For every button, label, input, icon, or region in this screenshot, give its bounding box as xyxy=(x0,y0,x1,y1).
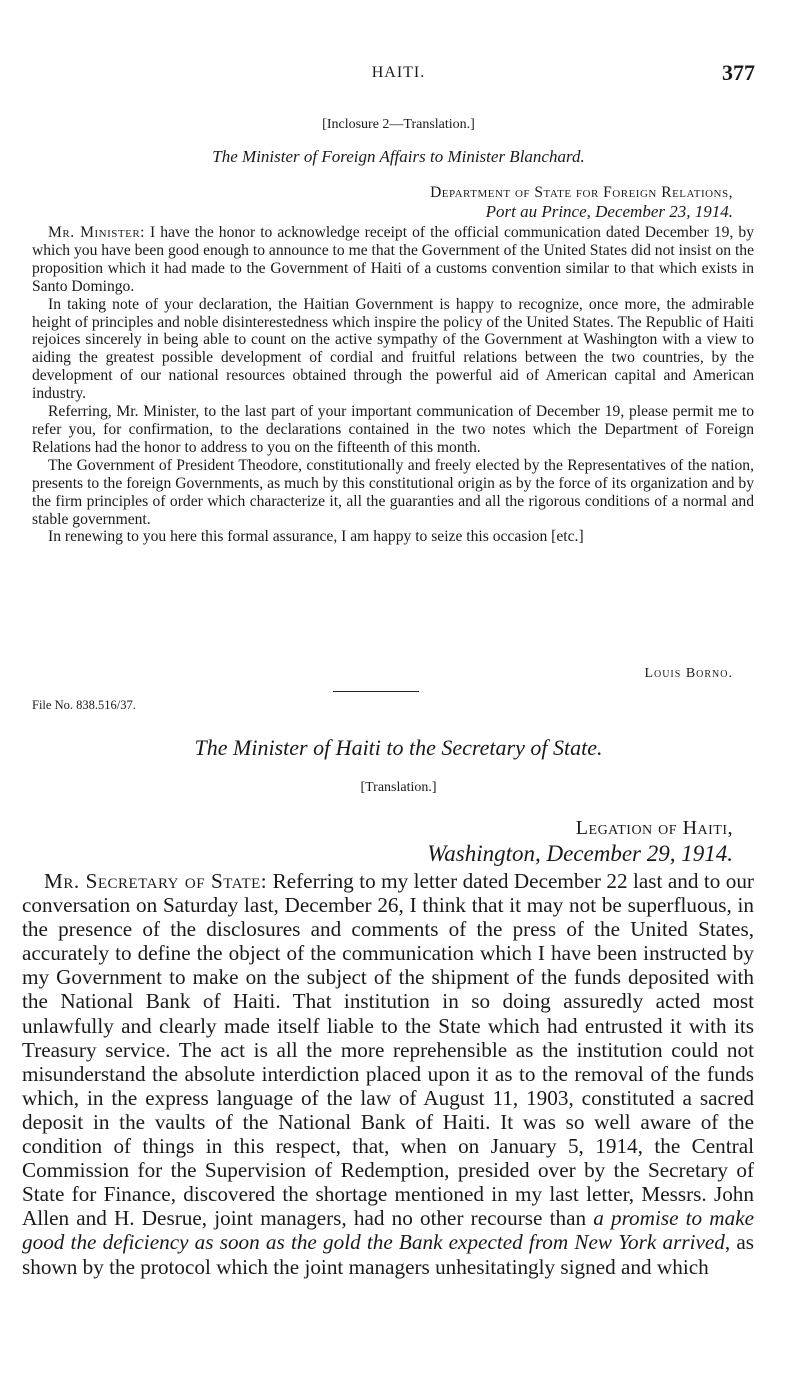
letter1-paragraph: In renewing to you here this formal assurance, I am happy to seize this occasion [etc.] xyxy=(48,528,584,546)
letter2-italic-quote: a promise to make good the deficiency as soon as the gold the Bank expected from New York arrived xyxy=(22,1206,755,1255)
letter2-dateline: Washington, December 29, 1914. xyxy=(427,841,733,866)
page-number: 377 xyxy=(722,60,755,85)
letter1-salutation: Mr. Minister: xyxy=(48,224,145,241)
section-divider xyxy=(333,691,419,692)
letter2-heading: The Minister of Haiti to the Secretary of State. xyxy=(194,735,603,760)
running-title: HAITI. xyxy=(371,64,426,81)
letter1-paragraph: Referring, Mr. Minister, to the last part of your important communication of December 19, please permit me to refer you, for confirmation, to the declarations contained in the two notes which the Department of Foreign Relations had the honor to address to you on the fifteenth of this month. xyxy=(32,403,754,456)
letter1-paragraph: Mr. Minister: I have the honor to acknowledge receipt of the official communication dated December 19, by which you have been good enough to announce to me that the Government of the United States did not insist on the proposition which it had made to the Government of Haiti of a customs convention similar to that which exists in Santo Domingo. xyxy=(32,224,754,295)
inclosure-label: [Inclosure 2—Translation.] xyxy=(322,117,475,132)
legation-line: Legation of Haiti, xyxy=(575,817,733,839)
letter1-paragraph: In taking note of your declaration, the Haitian Government is happy to recognize, once more, the admirable height of principles and noble disinterestedness which inspire the policy of the United States. The Republic of Haiti rejoices sincerely in being able to count on the active sympathy of the Government at Washington with a view to aiding the greatest possible development of cordial and fruitful relations between the two countries, by the development of our national resources obtained through the powerful aid of American capital and American industry. xyxy=(32,295,754,403)
letter1-dateline: Port au Prince, December 23, 1914. xyxy=(485,202,733,221)
translation-label: [Translation.] xyxy=(360,780,437,795)
department-line: Department of State for Foreign Relations, xyxy=(430,184,733,201)
letter1-signature: Louis Borno. xyxy=(644,666,733,681)
letter2-paragraph: Mr. Secretary of State: Referring to my letter dated December 22 last and to our conversation on Saturday last, December 26, I think that it may not be superfluous, in the presence of the disclosures and comments of the press of the United States, accurately to define the object of the communication which I have been instructed by my Government to make on the subject of the shipment of the funds deposited with the National Bank of Haiti. That institution in so doing assuredly acted most unlawfully and clearly made itself liable to the State which had entrusted it with its Treasury service. The act is all the more reprehensible as the institution could not misunderstand the absolute interdiction placed upon it as to the removal of the funds which, in the express language of the law of August 11, 1903, constituted a sacred deposit in the vaults of the National Bank of Haiti. It was so well aware of the condition of things in this respect, that, when on January 5, 1914, the Central Commission for the Supervision of Redemption, presided over by the Secretary of State for Finance, discovered the shortage mentioned in my last letter, Messrs. John Allen and H. Desrue, joint managers, had no other recourse than a promise to make good the deficiency as soon as the gold the Bank expected from New York arrived, as shown by the protocol which the joint managers unhesitatingly signed and which xyxy=(22,869,755,1279)
file-number: File No. 838.516/37. xyxy=(32,698,136,712)
letter1-paragraph: The Government of President Theodore, constitutionally and freely elected by the Representatives of the nation, presents to the foreign Governments, as much by this constitutional origin as by the force of its organization and by the firm principles of order which characterize it, all the guaranties and all the rigorous conditions of a normal and stable government. xyxy=(32,456,754,528)
letter1-heading: The Minister of Foreign Affairs to Minister Blanchard. xyxy=(212,147,585,166)
letter1-body xyxy=(32,224,754,546)
letter2-body xyxy=(22,869,754,1279)
letter2-salutation: Mr. Secretary of State: xyxy=(44,869,268,893)
